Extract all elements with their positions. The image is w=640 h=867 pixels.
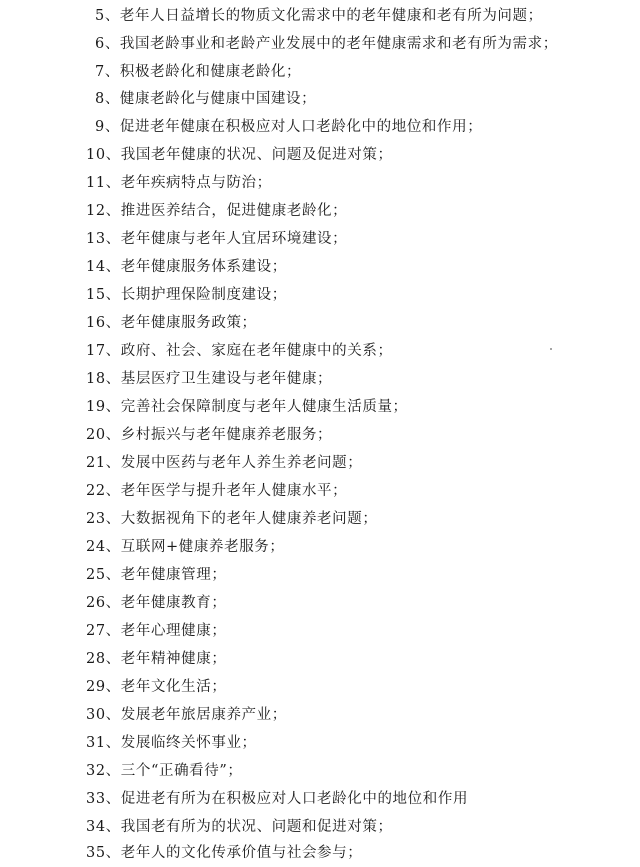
list-item: 10、我国老年健康的状况、问题及促进对策；: [86, 147, 393, 163]
list-item: 26、老年健康教育；: [86, 595, 227, 611]
list-item: 23、大数据视角下的老年人健康养老问题；: [86, 511, 378, 527]
list-item: 12、推进医养结合，促进健康老龄化；: [86, 203, 348, 219]
list-item: 35、老年人的文化传承价值与社会参与；: [86, 845, 363, 861]
list-item: 13、老年健康与老年人宜居环境建设；: [86, 231, 348, 247]
list-item: 5、老年人日益增长的物质文化需求中的老年健康和老有所为问题；: [95, 8, 543, 24]
list-item: 32、三个“正确看待”；: [86, 763, 243, 779]
list-item: 20、乡村振兴与老年健康养老服务；: [86, 427, 333, 443]
list-item: 7、积极老龄化和健康老龄化；: [95, 64, 302, 80]
list-item: 30、发展老年旅居康养产业；: [86, 707, 287, 723]
list-item: 17、政府、社会、家庭在老年健康中的关系；: [86, 343, 393, 359]
list-item: 29、老年文化生活；: [86, 679, 227, 695]
list-item: 28、老年精神健康；: [86, 651, 227, 667]
list-item: 9、促进老年健康在积极应对人口老龄化中的地位和作用；: [95, 119, 483, 135]
list-item: 21、发展中医药与老年人养生养老问题；: [86, 455, 363, 471]
list-item: 22、老年医学与提升老年人健康水平；: [86, 483, 348, 499]
list-item: 18、基层医疗卫生建设与老年健康；: [86, 371, 333, 387]
list-item: 16、老年健康服务政策；: [86, 315, 257, 331]
list-item: 15、长期护理保险制度建设；: [86, 287, 287, 303]
list-item: 24、互联网+健康养老服务；: [86, 539, 285, 555]
list-item: 8、健康老龄化与健康中国建设；: [95, 91, 317, 107]
scan-speck: [550, 348, 552, 350]
list-item: 27、老年心理健康；: [86, 623, 227, 639]
list-item: 25、老年健康管理；: [86, 567, 227, 583]
list-item: 31、发展临终关怀事业；: [86, 735, 257, 751]
list-item: 11、老年疾病特点与防治；: [86, 175, 272, 191]
list-item: 33、促进老有所为在积极应对人口老龄化中的地位和作用: [86, 791, 469, 807]
list-item: 34、我国老有所为的状况、问题和促进对策；: [86, 819, 393, 835]
list-item: 19、完善社会保障制度与老年人健康生活质量；: [86, 399, 408, 415]
list-item: 6、我国老龄事业和老龄产业发展中的老年健康需求和老有所为需求；: [95, 36, 558, 52]
list-item: 14、老年健康服务体系建设；: [86, 259, 287, 275]
